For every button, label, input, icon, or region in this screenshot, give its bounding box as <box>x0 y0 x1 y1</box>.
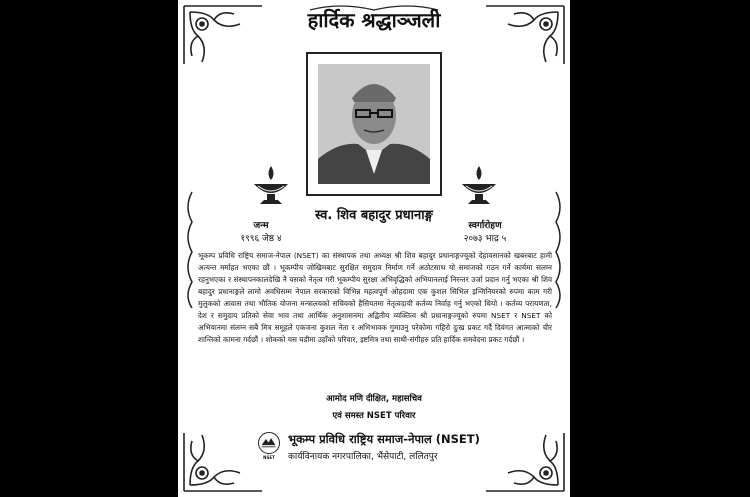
death-date-block <box>440 218 530 244</box>
birth-date-block <box>216 218 306 244</box>
oil-lamp-icon <box>456 162 502 208</box>
org-logo-text: NSET <box>263 455 275 460</box>
org-name: भूकम्प प्रविधि राष्ट्रिय समाज-नेपाल (NSET) <box>288 432 480 446</box>
oil-lamp-icon <box>248 162 294 208</box>
death-date: २०७३ भाद्र ५ <box>463 234 507 244</box>
portrait-photo <box>318 64 430 184</box>
corner-ornament <box>178 427 268 497</box>
signatory-group: एवं समस्त NSET परिवार <box>332 411 416 421</box>
birth-label: जन्म <box>253 221 269 231</box>
death-label: स्वर्गारोहण <box>468 221 502 231</box>
condolence-message: भूकम्प प्रविधि राष्ट्रिय समाज-नेपाल (NSET) का संस्थापक तथा अध्यक्ष श्री शिव बहादुर प्रधानाङ्गज्यूको देहावसानको खबरबाट हामी अत्यन्त मर्माहत भएका छौं । भूकम्पीय जोखिमबाट सुरक्षित समुदाय निर्माण गर्ने अठोटसाथ यो समाजको गठन गर्ने कार्यमा सलग्न रहनुभएका र संस्थापनकालदेखि नै यसको नेतृत्व गरी भूकम्पीय सुरक्षा अभिवृद्धिको अभियानलाई निरन्तर उर्जा प्रदान गर्नु भएका श्री शिव बहादुर प्रधानाङ्गले लामो अवधिसम्म नेपाल सरकारको विभिन्न महत्वपूर्ण ओहदामा एक कुशल सिभिल इन्जिनियरको रुपमा काम गरी मुलुकको आवास तथा भौतिक योजना मन्त्रालयको सचिवको हैसियतमा नेतृत्वदायी कर्तव्य निर्वाह गर्नु भएको थियो । कर्तव्य परायणता, देश र समुदाय प्रतिको सेवा भाव तथा आर्थिक अनुशासनमा अद्वितीय व्यक्तित्व श्री प्रधानाङ्गज्यूको रुपमा NSET र NSET को अभियानमा संलग्न सबै मित्र समूहले एकजना कुशल नेता र अभिभावक गुमाउनु परेकोमा गहिरो दुःख प्रकट गर्दै दिवंगत आत्माको चीर शान्तिको कामना गर्दछौं । शोकको यस घडीमा उहाँको परिवार, इष्टमित्र तथा साथी-संगीहरु प्रति हार्दिक समवेदना प्रकट गर्दछौं । <box>198 251 552 344</box>
deceased-name: स्व. शिव बहादुर प्रधानाङ्ग <box>315 208 433 223</box>
org-address: कार्यविनायक नगरपालिका, भैंसेपाटी, ललितपुर <box>288 452 438 462</box>
portrait-frame <box>306 52 442 196</box>
corner-ornament <box>480 427 570 497</box>
obituary-notice <box>178 0 570 497</box>
birth-date: १९९६ जेष्ठ ४ <box>240 234 282 244</box>
page-title: हार्दिक श्रद्धाञ्जली <box>307 8 441 32</box>
nset-logo-icon <box>258 432 280 454</box>
signatory: आमोद मणि दीक्षित, महासचिव <box>326 394 422 404</box>
